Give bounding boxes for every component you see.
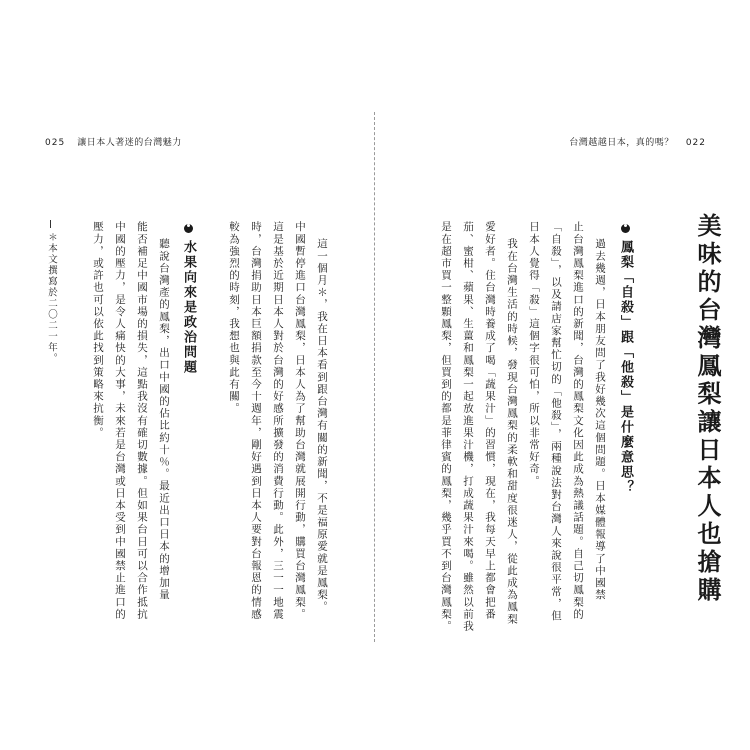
left-section-column-2: 能否補足中國市場的損失，這點我沒有確切數據。但如果台日可以合作抵抗 [136,221,148,621]
right-body-column-7: 茄、蜜柑、蘋果、生薑和鳳梨一起放進果汁機，打成蔬果汁來喝。雖然以前我 [462,221,474,633]
left-body-column-1: 這一個月＊，我在日本看到跟台灣有關的新聞，不是福原愛就是鳳梨。 [316,238,328,614]
left-running-title: 讓日本人著迷的台灣魅力 [77,138,182,148]
right-running-title: 台灣越越日本，真的嗎？ [569,138,674,148]
section-heading: 水果向來是政治問題 [181,240,196,375]
footnote-rule [50,220,51,228]
right-body-column-2: 止台灣鳳梨進口的新聞，台灣的鳳梨文化因此成為熱議話題。自己切鳳梨的 [572,221,584,621]
right-running-header [569,135,706,148]
left-section-column-4: 壓力，或許也可以依此找到策略來抗衡。 [92,221,104,439]
question-bullet-icon [621,224,630,233]
right-body-column-4: 日本人覺得「殺」這個字很可怕，所以非常好奇。 [528,221,540,488]
right-page-number: 022 [685,138,706,148]
left-body-column-5: 較為強烈的時刻，我想也與此有關。 [228,221,240,415]
left-running-header [45,135,182,148]
right-body-column-6: 愛好者。住台灣時養成了喝「蔬果汁」的習慣，現在，我每天早上都會把番 [484,221,496,621]
left-body-column-3: 這是基於近期日本人對於台灣的好感所擴發的消費行動。此外，三一一地震 [272,221,284,621]
section-bullet-icon [184,224,193,233]
right-body-column-3: 「自殺」，以及請店家幫忙切的「他殺」，兩種說法對台灣人來說很平常，但 [550,221,562,622]
question-heading: 鳳梨「自殺」跟「他殺」是什麼意思？ [618,240,633,495]
left-section-column-1: 聽說台灣產的鳳梨，出口中國的佔比約十％。最近出口日本的增加量 [158,238,170,601]
page-gutter-divider [374,112,375,642]
left-page-number: 025 [45,138,66,148]
right-body-column-5: 我在台灣生活的時候，發現台灣鳳梨的柔軟和甜度很迷人，從此成為鳳梨 [506,238,518,626]
right-body-column-8: 是在超市買一整顆鳳梨，但買到的都是菲律賓的鳳梨，幾乎買不到台灣鳳梨。 [440,221,452,633]
left-body-column-4: 時，台灣捐助日本巨額捐款至今十週年，剛好遇到日本人要對台報恩的情感 [250,221,262,621]
chapter-title: 美味的台灣鳳梨讓日本人也搶購 [693,213,721,605]
left-body-column-2: 中國暫停進口台灣鳳梨，日本人為了幫助台灣就展開行動，購買台灣鳳梨。 [294,221,306,621]
right-body-column-1: 過去幾週，日本朋友問了我好幾次這個問題。日本媒體報導了中國禁 [594,238,606,601]
footnote: ＊本文撰寫於二〇二一年。 [46,232,57,364]
left-section-column-3: 中國的壓力，是令人痛快的大事，未來若是台灣或日本受到中國禁止進口的 [114,221,126,621]
